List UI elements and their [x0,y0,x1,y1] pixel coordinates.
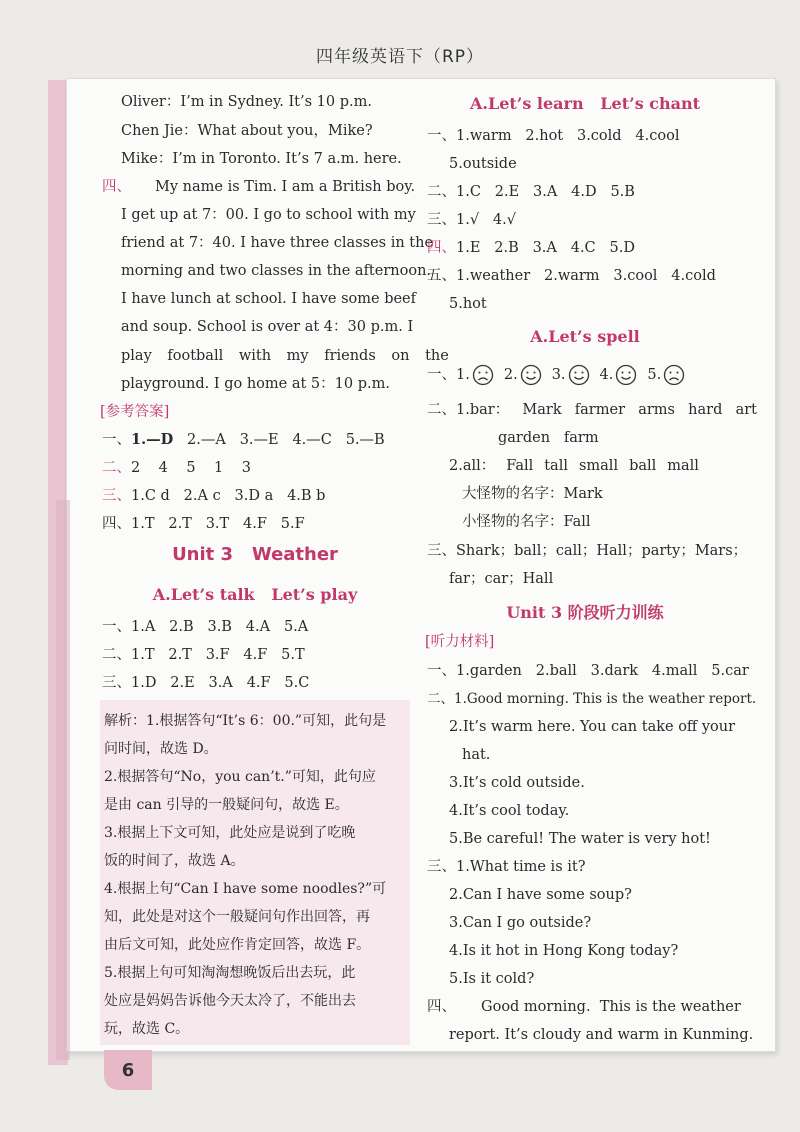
passage-line: I have lunch at school. I have some beef [121,291,417,307]
explanation-line: 处应是妈妈告诉他今天太冷了，不能出去 [104,993,356,1009]
answer-row: 5.hot [449,296,487,312]
answer-row: 三、1.C d 2.A c 3.D a 4.B b [102,488,326,504]
answer-row: 一、1.—D 2.—A 3.—E 4.—C 5.—B [102,431,385,448]
answer-row: 一、1.warm 2.hot 3.cold 4.cool [427,128,680,144]
spell-row: 二、1.bar： Mark farmer arms hard art [427,402,757,418]
listen-tag: [听力材料] [425,634,495,650]
spell-row: 三、Shark；ball；call；Hall；party；Mars； [427,543,748,559]
spell-row: 2.all： Fall tall small ball mall [449,458,699,474]
explanation-line: 由后文可知，此处应作肯定回答，故选 F。 [104,937,371,953]
happy-face-icon [568,364,590,386]
spell-row: garden farm [498,430,599,446]
listen-line: Good morning. This is the weather [481,999,741,1015]
listen-line: 5.Be careful! The water is very hot! [449,831,711,847]
explanation-line: 玩，故选 C。 [104,1021,190,1037]
listen-line: 5.Is it cold? [449,971,535,987]
passage-line: playground. I go home at 5：10 p.m. [121,376,390,392]
unit-title: Unit 3 Weather [172,544,338,565]
section-label: 四、 [427,999,456,1015]
faces-row: 一、1. 2. 3. 4. 5. [427,364,695,386]
answer-row: 三、1.√ 4.√ [427,212,516,228]
answer-row: 二、2 4 5 1 3 [102,460,251,476]
passage-line: friend at 7：40. I have three classes in the [121,235,434,251]
explanation-line: 问时间，故选 D。 [104,741,218,757]
answer-row: 四、1.E 2.B 3.A 4.C 5.D [427,240,635,256]
answer-row: 二、1.T 2.T 3.F 4.F 5.T [102,647,305,663]
explanation-line: 4.根据上句“Can I have some noodles?”可 [104,881,387,897]
section-title: A.Let’s spell [530,327,640,346]
listen-line: 三、1.What time is it? [427,859,586,875]
dialog-line: Chen Jie：What about you，Mike? [121,123,373,139]
answer-row: 一、1.garden 2.ball 3.dark 4.mall 5.car [427,663,749,679]
answer-row: 三、1.D 2.E 3.A 4.F 5.C [102,675,310,691]
listen-line: report. It’s cloudy and warm in Kunming. [449,1027,754,1043]
listen-line: 3.Can I go outside? [449,915,592,931]
explanation-line: 知，此处是对这个一般疑问句作出回答，再 [104,909,370,925]
answer-row: 一、1.A 2.B 3.B 4.A 5.A [102,619,309,635]
passage-line: play football with my friends on the [121,348,449,364]
page-edge-shade [56,500,70,1060]
listen-line: 4.Is it hot in Hong Kong today? [449,943,679,959]
spell-row: far；car；Hall [449,571,554,587]
explanation-line: 是由 can 引导的一般疑问句，故选 E。 [104,797,349,813]
answer-row: 五、1.weather 2.warm 3.cool 4.cold [427,268,716,284]
sad-face-icon [472,364,494,386]
happy-face-icon [520,364,542,386]
answer-row: 5.outside [449,156,517,172]
listen-line: 3.It’s cold outside. [449,775,585,791]
explanation-line: 5.根据上句可知淘淘想晚饭后出去玩，此 [104,965,356,981]
answer-row: 四、1.T 2.T 3.T 4.F 5.F [102,516,305,532]
spell-row: 大怪物的名字：Mark [462,486,603,502]
listen-line: 2.Can I have some soup? [449,887,632,903]
listen-line: 4.It’s cool today. [449,803,570,819]
passage-line: I get up at 7：00. I go to school with my [121,207,416,223]
passage-line: morning and two classes in the afternoon. [121,263,432,279]
explanation-line: 解析：1.根据答句“It’s 6：00.”可知，此句是 [104,713,387,729]
sad-face-icon [663,364,685,386]
listen-line: 2.It’s warm here. You can take off your [449,719,736,735]
page-header: 四年级英语下（RP） [315,47,485,67]
listen-line: 二、1.Good morning. This is the weather report. [427,691,757,707]
section-title: Unit 3 阶段听力训练 [506,603,664,622]
passage-line: My name is Tim. I am a British boy. [155,179,416,195]
explanation-line: 2.根据答句“No，you can’t.”可知，此句应 [104,769,376,785]
explanation-line: 饭的时间了，故选 A。 [104,853,245,869]
happy-face-icon [615,364,637,386]
section-title: A.Let’s learn Let’s chant [469,94,701,113]
explanation-line: 3.根据上下文可知，此处应是说到了吃晚 [104,825,356,841]
section-title: A.Let’s talk Let’s play [152,585,358,604]
dialog-line: Mike：I’m in Toronto. It’s 7 a.m. here. [121,151,402,167]
page-number: 6 [104,1050,152,1090]
answer-row: 二、1.C 2.E 3.A 4.D 5.B [427,184,635,200]
section-label: 四、 [102,179,131,195]
listen-line: hat. [462,747,491,763]
passage-line: and soup. School is over at 4：30 p.m. I [121,319,414,335]
dialog-line: Oliver：I’m in Sydney. It’s 10 p.m. [121,94,372,110]
spell-row: 小怪物的名字：Fall [462,514,591,530]
answers-tag: [参考答案] [100,404,170,420]
